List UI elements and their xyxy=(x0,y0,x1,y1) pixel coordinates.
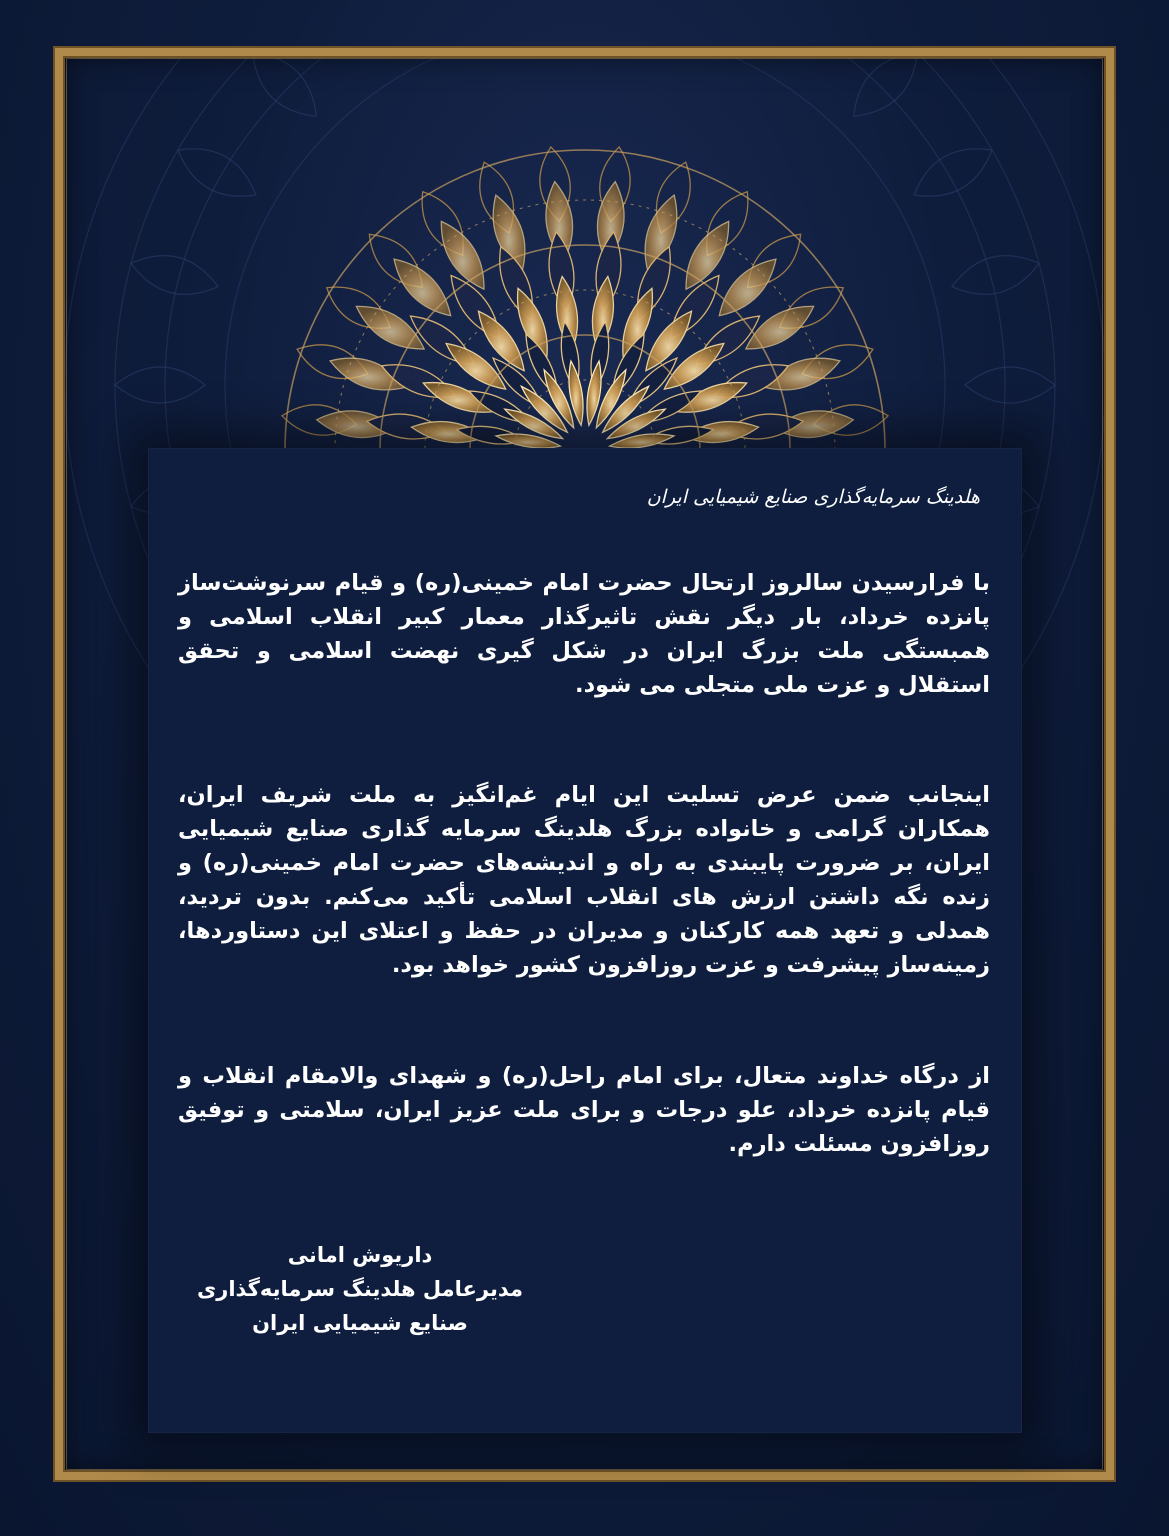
signatory-name: داریوش امانی xyxy=(287,1243,433,1267)
message-paragraph-2: اینجانب ضمن عرض تسلیت این ایام غم‌انگیز به ملت شریف ایران، همکاران گرامی و خانواده بزرگ هلدینگ سرمایه گذاری صنایع شیمیایی ایران، بر ضرورت پایبندی به راه و اندیشه‌های حضرت امام خمینی(ره) و زنده نگه داشتن ارزش های انقلاب اسلامی تأکید می‌کنم. بدون تردید، همدلی و تعهد همه کارکنان و مدیران در حفظ و اعتلای این دستاوردها، زمینه‌ساز پیشرفت و عزت روزافزون کشور خواهد بود. xyxy=(178,782,990,978)
signature-block xyxy=(190,1238,530,1340)
message-paragraph-1: با فرارسیدن سالروز ارتحال حضرت امام خمینی(ره) و قیام سرنوشت‌ساز پانزده خرداد، بار دیگر نقش تاثیرگذار معمار کبیر انقلاب اسلامی و همبستگی ملت بزرگ ایران در شکل گیری نهضت اسلامی و تحقق استقلال و عزت ملی متجلی می شود. xyxy=(178,570,990,698)
signatory-title-1: مدیرعامل هلدینگ سرمایه‌گذاری xyxy=(196,1277,523,1301)
company-logo xyxy=(646,462,990,532)
signatory-title-2: صنایع شیمیایی ایران xyxy=(252,1311,468,1335)
logo-text: هلدینگ سرمایه‌گذاری صنایع شیمیایی ایران xyxy=(646,486,980,508)
message-paragraph-3: از درگاه خداوند متعال، برای امام راحل(ره) و شهدای والامقام انقلاب و قیام پانزده خرداد، علو درجات و برای ملت عزیز ایران، سلامتی و توفیق روزافزون مسئلت دارم. xyxy=(178,1063,990,1157)
